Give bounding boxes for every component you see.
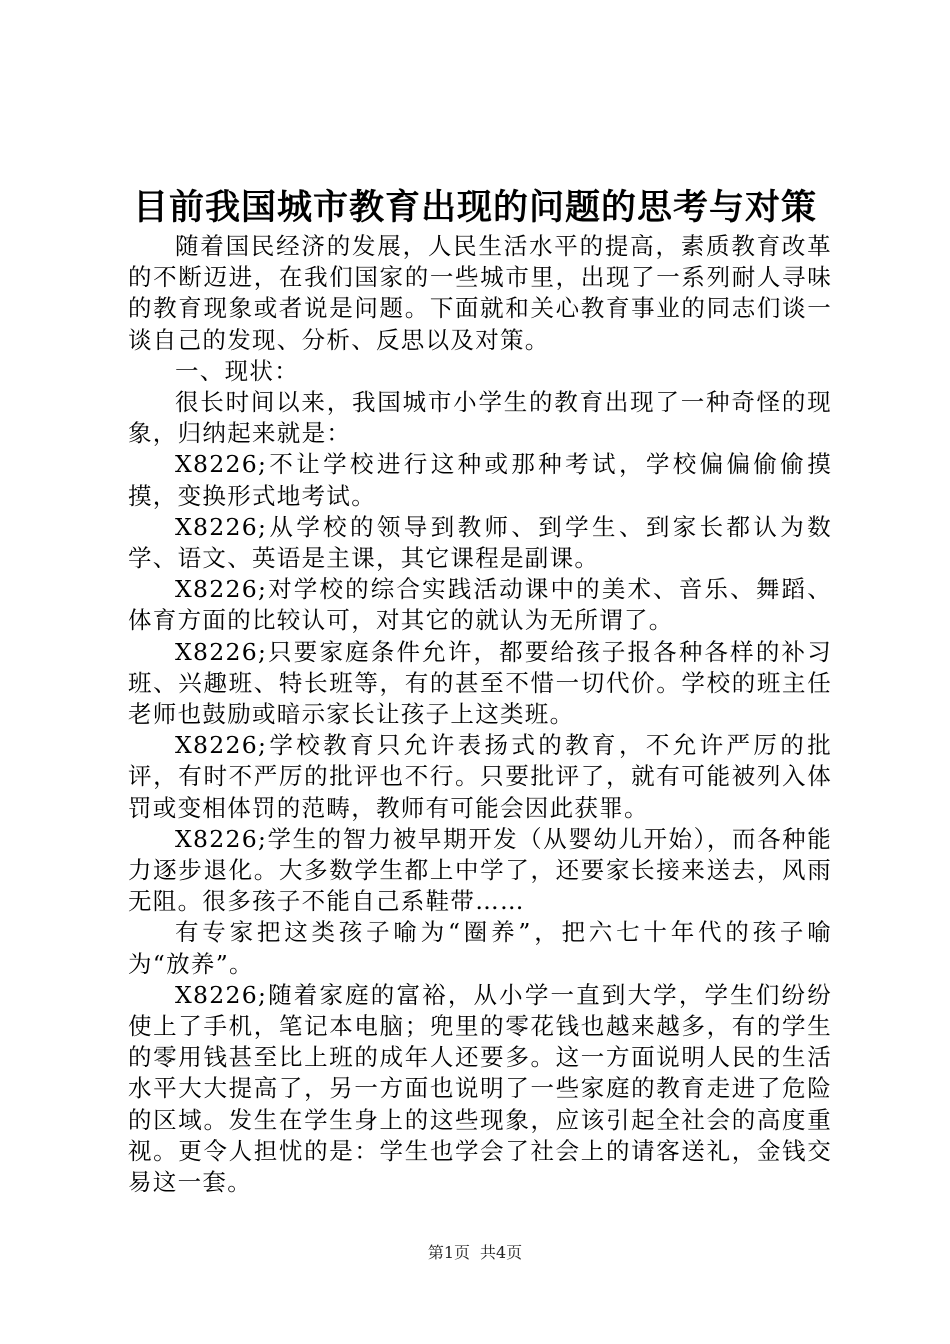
paragraph: 随着国民经济的发展，人民生活水平的提高，素质教育改革的不断迈进，在我们国家的一些城市里，出现了一系列耐人寻味的教育现象或者说是问题。下面就和关心教育事业的同志们谈一谈自己的发现、分析、反思以及对策。 [128,232,832,354]
paragraph: X8226;学生的智力被早期开发（从婴幼儿开始），而各种能力逐步退化。大多数学生都上中学了，还要家长接来送去，风雨无阻。很多孩子不能自己系鞋带…… [128,824,832,916]
paragraph: X8226;随着家庭的富裕，从小学一直到大学，学生们纷纷使上了手机，笔记本电脑；兜里的零花钱也越来越多，有的学生的零用钱甚至比上班的成年人还要多。这一方面说明人民的生活水平大大提高了，另一方面也说明了一些家庭的教育走进了危险的区域。发生在学生身上的这些现象，应该引起全社会的高度重视。更令人担忧的是：学生也学会了社会上的请客送礼，金钱交易这一套。 [128,980,832,1197]
document-body [128,231,832,1198]
paragraph: 有专家把这类孩子喻为“圈养”，把六七十年代的孩子喻为“放养”。 [128,918,832,978]
paragraph: 很长时间以来，我国城市小学生的教育出现了一种奇怪的现象，归纳起来就是： [128,388,832,448]
paragraph: X8226;不让学校进行这种或那种考试，学校偏偏偷偷摸摸，变换形式地考试。 [128,450,832,510]
paragraph: X8226;只要家庭条件允许，都要给孩子报各种各样的补习班、兴趣班、特长班等，有的甚至不惜一切代价。学校的班主任老师也鼓励或暗示家长让孩子上这类班。 [128,637,832,729]
page-number: 第1页 [427,1243,470,1262]
paragraph: X8226;对学校的综合实践活动课中的美术、音乐、舞蹈、体育方面的比较认可，对其它的就认为无所谓了。 [128,575,832,635]
paragraph: 一、现状： [175,356,299,385]
paragraph: X8226;学校教育只允许表扬式的教育，不允许严厉的批评，有时不严厉的批评也不行。只要批评了，就有可能被列入体罚或变相体罚的范畴，教师有可能会因此获罪。 [128,731,832,822]
page-footer [0,1242,950,1264]
paragraph: X8226;从学校的领导到教师、到学生、到家长都认为数学、语文、英语是主课，其它课程是副课。 [128,512,832,573]
document-title: 目前我国城市教育出现的问题的思考与对策 [132,187,817,228]
page-total: 共4页 [480,1243,523,1262]
